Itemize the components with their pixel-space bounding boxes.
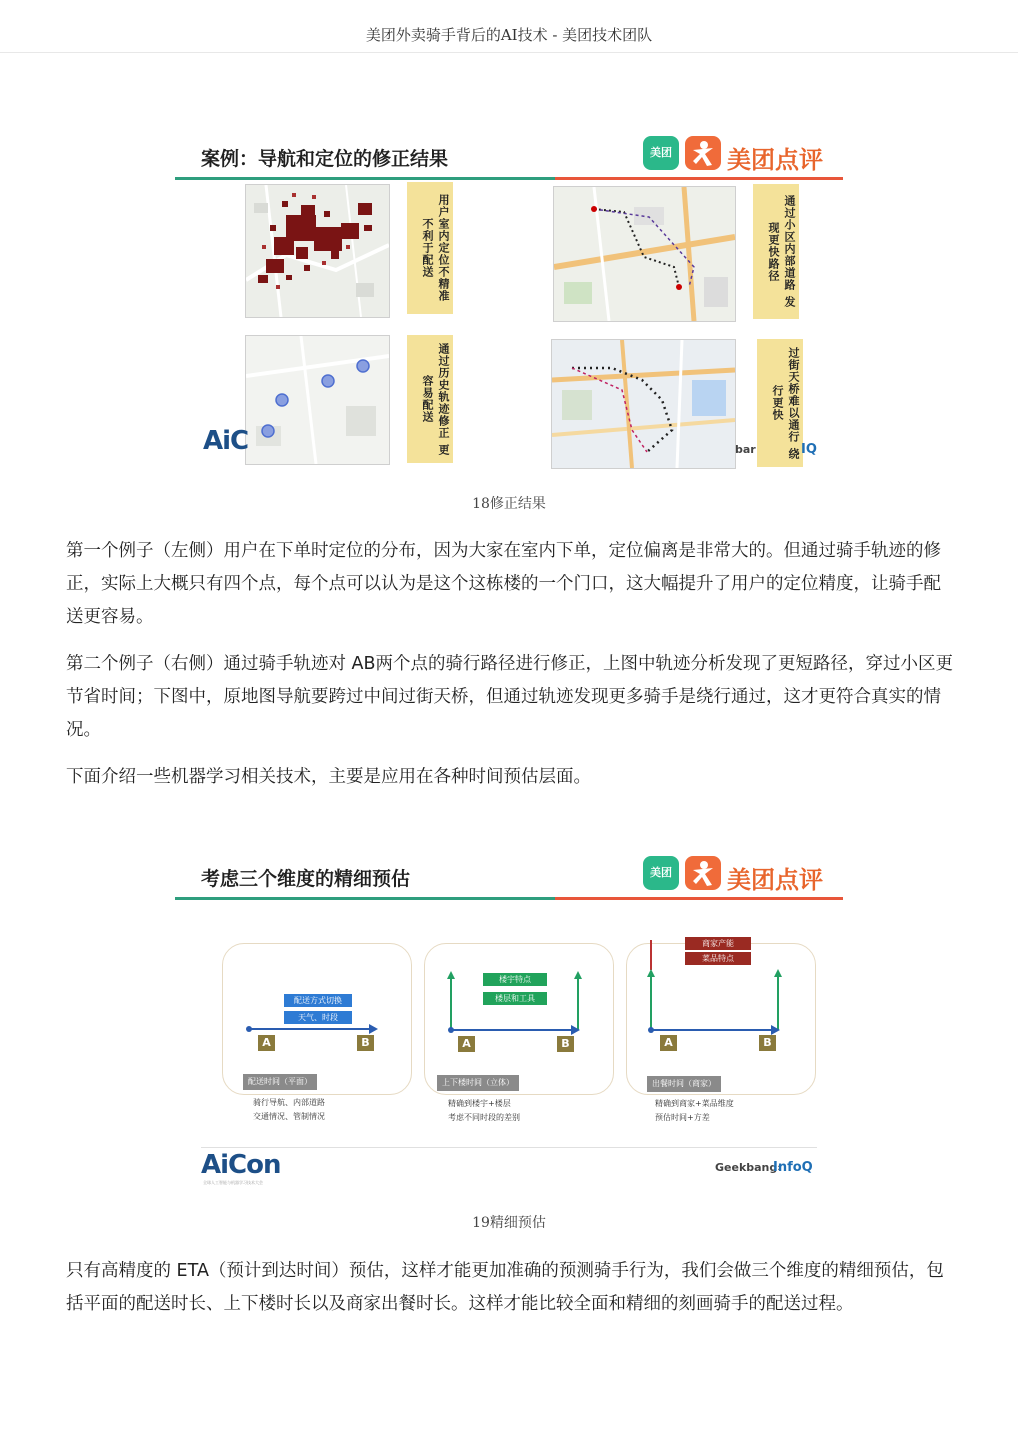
- arrow-icon: [369, 1024, 378, 1034]
- dianping-logo-icon: [685, 136, 721, 170]
- vertical-arrow-right: [777, 976, 779, 1030]
- card-detail: 骑行导航、内部道路: [253, 1098, 325, 1107]
- merchant-dashed-arrow: [650, 940, 652, 970]
- point-a: A: [660, 1035, 677, 1051]
- tag-weather-period: 天气、时段: [284, 1011, 352, 1024]
- aicon-logo: AiCon: [201, 1150, 281, 1180]
- axis-a-b: [249, 1028, 369, 1030]
- geekbang-logo: bar: [735, 443, 756, 456]
- point-b: B: [759, 1035, 776, 1051]
- card-meal-time: [626, 943, 816, 1095]
- arrow-up-icon: [774, 969, 782, 977]
- arrow-icon: [571, 1025, 580, 1035]
- geekbang-logo: Geekbang›: [715, 1161, 782, 1174]
- header-rule-red: [555, 177, 843, 180]
- header-rule-red: [555, 897, 843, 900]
- meituan-logo: 美团: [643, 856, 679, 890]
- card-detail: 精确到商家+菜品维度: [655, 1099, 734, 1108]
- tag-merchant-capacity: 商家产能: [685, 937, 751, 950]
- paragraph-2: 第二个例子（右侧）通过骑手轨迹对 AB两个点的骑行路径进行修正，上图中轨迹分析发现了更短路径，穿过小区更节省时间；下图中，原地图导航要跨过中间过街天桥，但通过轨迹发现更多骑手是绕行通过，这才更符合真实的情况。: [66, 654, 954, 740]
- header-rule-green: [175, 897, 555, 900]
- label-history-trajectory: 通过历史轨迹修正 更容易配送: [407, 335, 453, 463]
- header-rule-green: [175, 177, 555, 180]
- map-user-location-scatter: [245, 184, 390, 318]
- slide-title: 考虑三个维度的精细预估: [201, 868, 411, 890]
- map-shortcut-path: [553, 186, 736, 322]
- aicon-subtitle: 全球人工智能与机器学习技术大会: [203, 1180, 263, 1185]
- label-overpass-detour: 过街天桥难以通行 绕行更快: [757, 339, 803, 467]
- axis-a-b: [451, 1029, 571, 1031]
- meituan-logo: 美团: [643, 136, 679, 170]
- label-faster-path: 通过小区内部道路 发现更快路径: [753, 184, 799, 319]
- page-title: 美团外卖骑手背后的AI技术 - 美团技术团队: [365, 26, 653, 44]
- card-detail: 考虑不同时段的差别: [448, 1113, 520, 1122]
- label-indoor-location: 用户室内定位不精准 不利于配送: [407, 182, 453, 314]
- figure-caption-18: 18修正结果: [472, 496, 546, 512]
- slide-correction-results: [175, 130, 843, 470]
- infoq-logo: InfoQ: [773, 1160, 813, 1175]
- slide-header: [175, 130, 843, 178]
- card-detail: 预估时间+方差: [655, 1113, 710, 1122]
- tag-building-features: 楼宇特点: [483, 973, 547, 986]
- figure-caption-19: 19精细预估: [472, 1215, 546, 1231]
- dianping-logo-icon: [685, 856, 721, 890]
- arrow-up-icon: [647, 969, 655, 977]
- tag-dish-features: 菜品特点: [685, 952, 751, 965]
- card-detail: 精确到楼宇+楼层: [448, 1099, 511, 1108]
- vertical-arrow-right: [577, 978, 579, 1030]
- map-corrected-points: [245, 335, 390, 465]
- slide-three-dimensions: [175, 850, 843, 1190]
- map-detour-path: [551, 339, 736, 469]
- infoq-logo: IQ: [801, 442, 817, 457]
- footer-divider: [201, 1147, 817, 1148]
- point-a: A: [258, 1035, 275, 1051]
- arrow-icon: [771, 1025, 780, 1035]
- title-divider: [0, 52, 1018, 53]
- tag-delivery-mode: 配送方式切换: [284, 994, 352, 1007]
- point-a: A: [458, 1036, 475, 1052]
- slide-title: 案例：导航和定位的修正结果: [201, 148, 449, 170]
- card-floor-time: [424, 943, 614, 1095]
- paragraph-3: 下面介绍一些机器学习相关技术，主要是应用在各种时间预估层面。: [66, 767, 591, 787]
- paragraph-1: 第一个例子（左侧）用户在下单时定位的分布，因为大家在室内下单，定位偏离是非常大的。但通过骑手轨迹的修正，实际上大概只有四个点，每个点可以认为是这个这栋楼的一个门口，这大幅提升了用户的定位精度，让骑手配送更容易。: [66, 541, 941, 627]
- tag-floor-tools: 楼层和工具: [483, 992, 547, 1005]
- aicon-logo: AiC: [203, 426, 249, 456]
- slide-header: [175, 850, 843, 898]
- card-heading: 出餐时间（商家）: [647, 1076, 721, 1092]
- arrow-up-icon: [574, 971, 582, 979]
- point-b: B: [557, 1036, 574, 1052]
- vertical-arrow-left: [450, 978, 452, 1030]
- card-heading: 上下楼时间（立体）: [437, 1075, 519, 1091]
- vertical-arrow-left: [650, 976, 652, 1030]
- card-detail: 交通情况、管制情况: [253, 1112, 325, 1121]
- arrow-up-icon: [447, 971, 455, 979]
- axis-a-b: [651, 1029, 771, 1031]
- paragraph-4: 只有高精度的 ETA（预计到达时间）预估，这样才能更加准确的预测骑手行为，我们会做三个维度的精细预估，包括平面的配送时长、上下楼时长以及商家出餐时长。这样才能比较全面和精细的刻画骑手的配送过程。: [66, 1261, 944, 1314]
- brand-name: 美团点评: [727, 866, 823, 894]
- brand-name: 美团点评: [727, 146, 823, 174]
- point-b: B: [357, 1035, 374, 1051]
- card-heading: 配送时间（平面）: [243, 1074, 317, 1090]
